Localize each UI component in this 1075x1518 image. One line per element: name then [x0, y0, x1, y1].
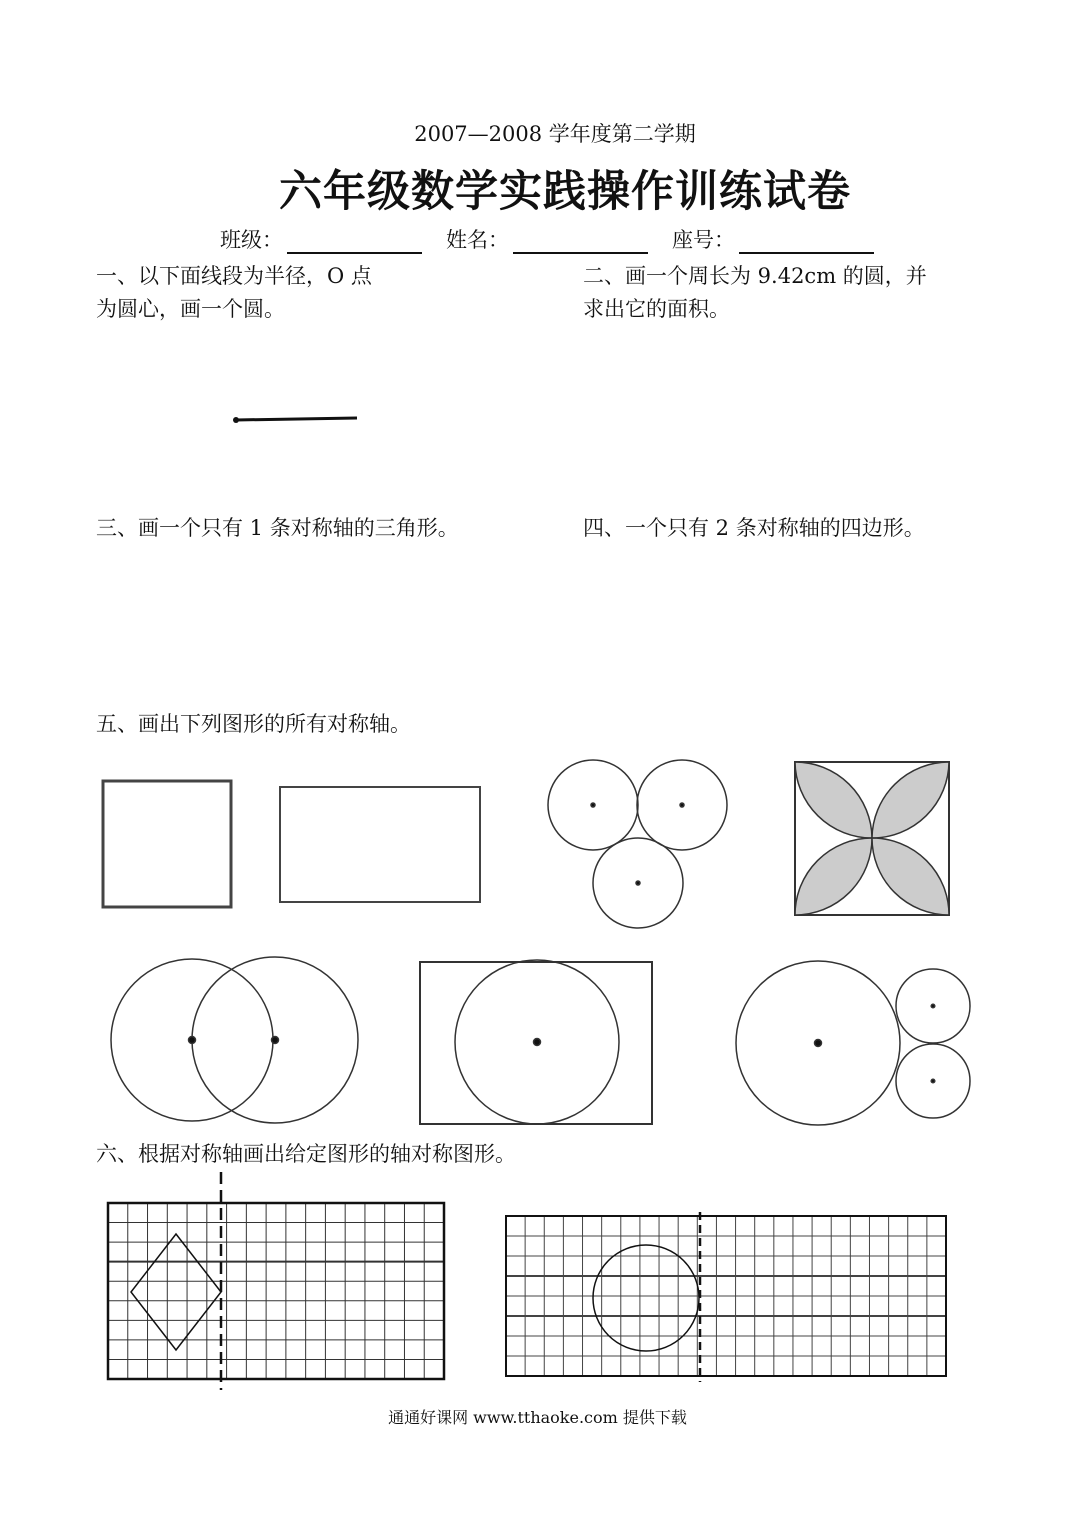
question-2-line-1: 二、画一个周长为 9.42cm 的圆，并 [583, 264, 927, 288]
rectangle-figure [280, 787, 480, 902]
question-3: 三、画一个只有 1 条对称轴的三角形。 [96, 516, 459, 540]
question-1-line-1: 一、以下面线段为半径，O 点 [96, 264, 372, 288]
page-title: 六年级数学实践操作训练试卷 [279, 167, 851, 217]
petal-square-figure [795, 762, 949, 915]
question-1-line-2: 为圆心，画一个圆。 [96, 297, 285, 321]
name-label: 姓名： [446, 228, 509, 252]
circle-in-rectangle-figure [420, 960, 652, 1124]
diamond-shape [131, 1234, 221, 1350]
seat-label: 座号： [672, 228, 735, 252]
square-figure [103, 781, 231, 907]
radius-segment [233, 417, 357, 423]
three-circles-figure [548, 760, 727, 928]
grid-left [108, 1172, 444, 1390]
overlapping-circles-figure [111, 957, 358, 1123]
grid-right [506, 1212, 946, 1382]
question-6: 六、根据对称轴画出给定图形的轴对称图形。 [96, 1142, 516, 1166]
class-label: 班级： [220, 228, 283, 252]
question-4: 四、一个只有 2 条对称轴的四边形。 [583, 516, 925, 540]
term-subtitle: 2007—2008 学年度第二学期 [414, 122, 696, 146]
question-2-line-2: 求出它的面积。 [583, 297, 730, 321]
question-5: 五、画出下列图形的所有对称轴。 [96, 712, 411, 736]
grid-circle-shape [593, 1245, 699, 1351]
three-circles-mixed-figure [736, 961, 970, 1125]
footer-credit: 通通好课网 www.tthaoke.com 提供下载 [388, 1408, 687, 1427]
